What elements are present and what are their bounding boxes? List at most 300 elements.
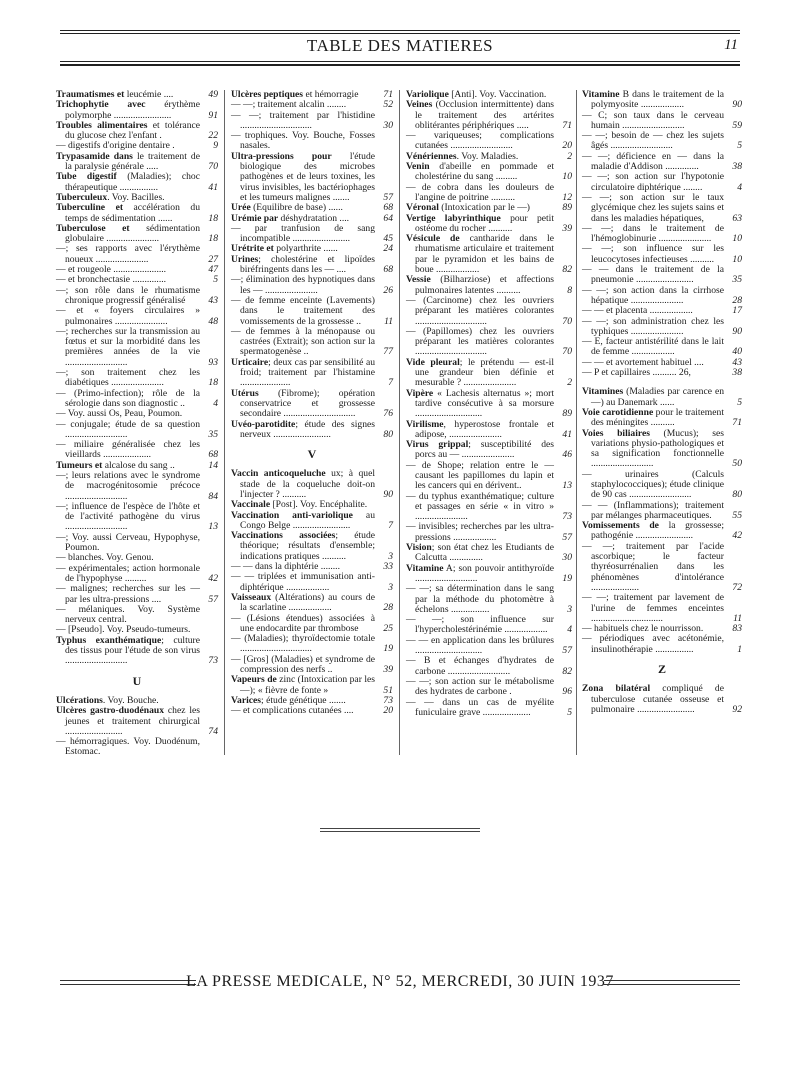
index-entry-page-number: 11 <box>733 612 742 624</box>
index-entry-text: — —; traitement alcalin ........ <box>231 99 347 111</box>
index-entry-page-number: 42 <box>208 572 218 584</box>
index-entry-text: Urétrite et polyarthrite ...... <box>231 243 338 255</box>
index-entry-text: Ulcérations. Voy. Bouche. <box>56 694 159 706</box>
index-entry <box>231 531 393 562</box>
index-entry-text: — C; son taux dans le cerveau humain .......................... <box>582 109 724 131</box>
index-entry-text: — —; sa détermination dans le sang par la méthode du photomètre à échelons ................ <box>406 583 554 615</box>
index-entry <box>406 564 572 585</box>
index-entry <box>406 656 572 677</box>
index-entry-text: — malignes; recherches sur les — par les ultra-pressions .... <box>56 583 200 605</box>
index-entry <box>582 172 742 193</box>
index-column-3 <box>406 90 572 718</box>
index-entry-page-number: 3 <box>388 581 393 593</box>
index-entry-text: Vaccin anticoqueluche ux; à quel stade de la coqueluche doit-on l'injecter ? .......... <box>231 468 375 500</box>
index-entry-page-number: 27 <box>208 253 218 265</box>
index-entry-text: Ulcères peptiques et hémorragie <box>231 89 359 100</box>
index-entry <box>231 358 393 389</box>
index-entry-text: — (Primo-infection); rôle de la sérologie dans son diagnostic .. <box>56 387 200 409</box>
index-entry-page-number: 70 <box>562 346 572 358</box>
index-entry <box>231 327 393 358</box>
index-entry <box>406 296 572 327</box>
index-entry <box>56 389 218 410</box>
index-entry-text: Vitamines (Maladies par carence en —) au Danemark ...... <box>582 386 724 408</box>
index-entry-page-number: 74 <box>208 725 218 737</box>
index-entry-text: — [Pseudo]. Voy. Pseudo-tumeurs. <box>56 624 191 636</box>
index-entry-page-number: 72 <box>732 581 742 593</box>
index-entry-text: Virus grippal; susceptibilité des porcs au — ...................... <box>406 439 554 461</box>
index-entry-page-number: 43 <box>732 356 742 368</box>
index-entry <box>56 224 218 245</box>
index-entry <box>56 636 218 667</box>
index-entry <box>582 368 742 378</box>
index-entry <box>406 234 572 275</box>
index-entry-page-number: 76 <box>383 408 393 420</box>
index-entry-page-number: 9 <box>213 140 218 152</box>
index-entry-page-number: 52 <box>383 99 393 111</box>
index-entry-page-number: 5 <box>567 706 572 718</box>
index-entry-page-number: 13 <box>562 480 572 492</box>
index-entry <box>582 286 742 307</box>
index-entry <box>231 655 393 676</box>
index-entry <box>406 543 572 564</box>
index-entry <box>231 152 393 203</box>
index-entry-page-number: 33 <box>383 561 393 573</box>
index-entry <box>582 501 742 522</box>
index-entry <box>406 389 572 420</box>
index-entry-text: — —; traitement par l'acide ascorbique; le facteur thyréosurrénalien dans les phénomènes d'intolérance .................... <box>582 540 724 593</box>
index-entry-text: — —; dans le traitement de l'hémoglobinurie ...................... <box>582 222 724 245</box>
header-rule-bottom <box>60 61 740 62</box>
index-entry-text: — de cobra dans les douleurs de l'angine de poitrine .......... <box>406 181 554 203</box>
index-entry-page-number: 43 <box>208 294 218 306</box>
index-entry <box>406 461 572 492</box>
index-entry-text: Tumeurs et alcalose du sang .. <box>56 459 175 471</box>
index-entry-page-number: 93 <box>208 356 218 368</box>
index-entry <box>56 533 218 554</box>
index-entry-text: — —; traitement par lavement de l'urine de femmes enceintes .............................. <box>582 592 724 624</box>
index-entry-text: Urines; cholestérine et lipoïdes biréfringents dans les — .... <box>231 253 375 276</box>
index-entry <box>582 634 742 655</box>
index-entry-page-number: 68 <box>383 202 393 214</box>
index-entry-page-number: 19 <box>383 643 393 655</box>
index-entry-text: — Voy. aussi Os, Peau, Poumon. <box>56 408 183 420</box>
index-entry <box>582 521 742 542</box>
index-entry-text: — —; son administration chez les typhiques ...................... <box>582 315 724 337</box>
index-entry-text: Tuberculeux. Voy. Bacilles. <box>56 191 165 203</box>
index-entry-page-number: 96 <box>562 686 572 698</box>
index-entry-text: Voie carotidienne pour le traitement des méningites .......... <box>582 406 724 429</box>
index-entry-page-number: 4 <box>567 624 572 636</box>
index-entry-page-number: 10 <box>732 233 742 245</box>
index-entry <box>406 584 572 615</box>
index-entry <box>582 90 742 111</box>
index-entry-text: Troubles alimentaires et tolérance du glucose chez l'enfant . <box>56 119 201 142</box>
index-entry <box>582 470 742 501</box>
index-entry-text: — (Papillomes) chez les ouvriers préparant les matières colorantes .............................. <box>406 325 554 358</box>
index-entry-page-number: 4 <box>213 397 218 409</box>
index-entry-page-number: 57 <box>208 593 218 605</box>
page-title: TABLE DES MATIERES <box>306 36 494 55</box>
index-entry <box>56 203 218 224</box>
index-entry-page-number: 28 <box>383 602 393 614</box>
index-entry <box>56 420 218 441</box>
index-entry-page-number: 13 <box>208 521 218 533</box>
index-entry-page-number: 51 <box>383 684 393 696</box>
header-rule-bottom-thick <box>60 64 740 66</box>
index-entry-text: — —; son action sur le taux glycémique chez les sujets sains et dans les maladies hépatiques, <box>582 191 724 224</box>
index-entry-page-number: 3 <box>567 603 572 615</box>
index-entry-page-number: 2 <box>567 150 572 162</box>
index-entry <box>231 389 393 420</box>
index-entry-page-number: 80 <box>732 489 742 501</box>
index-entry-text: Tube digestif (Maladies); choc thérapeutique ................ <box>56 171 200 193</box>
index-entry-page-number: 71 <box>383 89 393 100</box>
index-entry-text: Vision; son état chez les Etudiants de Calcutta .............. <box>406 542 554 564</box>
index-entry-text: — expérimentales; action hormonale de l'hypophyse ......... <box>56 562 200 584</box>
index-entry <box>406 636 572 657</box>
index-entry-page-number: 55 <box>732 509 742 521</box>
index-entry-page-number: 18 <box>208 212 218 224</box>
header-rule-top <box>60 30 740 31</box>
index-entry-page-number: 68 <box>208 449 218 461</box>
index-entry-page-number: 5 <box>213 274 218 286</box>
index-entry <box>582 111 742 132</box>
index-entry-text: —; son traitement chez les diabétiques ...................... <box>56 367 200 389</box>
index-entry <box>231 111 393 132</box>
index-entry-text: — —; son action dans la cirrhose hépatique ...................... <box>582 284 724 306</box>
index-entry-text: — —; son action sur le métabolisme des hydrates de carbone . <box>406 675 554 698</box>
index-entry-page-number: 39 <box>383 664 393 676</box>
index-entry-page-number: 19 <box>562 572 572 584</box>
index-entry-page-number: 57 <box>383 191 393 203</box>
index-entry-page-number: 50 <box>732 458 742 470</box>
index-entry-page-number: 8 <box>567 284 572 296</box>
index-entry-page-number: 2 <box>567 377 572 389</box>
index-entry-text: — (Carcinome) chez les ouvriers préparant les matières colorantes .............................. <box>406 294 554 327</box>
index-entry-page-number: 30 <box>383 119 393 131</box>
index-entry <box>582 429 742 470</box>
index-entry <box>56 121 218 142</box>
index-entry-page-number: 89 <box>562 202 572 214</box>
index-entry <box>231 614 393 635</box>
index-entry-page-number: 71 <box>732 417 742 429</box>
index-entry-page-number: 10 <box>732 253 742 265</box>
index-entry <box>406 100 572 131</box>
index-entry-text: — (Lésions étendues) associées à une endocardite par thrombose <box>231 612 375 634</box>
index-entry-text: Vitamine A; son pouvoir antithyroïde .......................... <box>406 562 554 584</box>
index-entry <box>582 684 742 715</box>
index-entry-text: — urinaires (Calculs staphylococciques); étude clinique de 90 cas .......................... <box>582 468 724 501</box>
index-entry-text: Ultra-pressions pour l'étude biologique des microbes pathogènes et de leurs toxines, les virus invisibles, les bactériophages et les tumeurs malignes ....... <box>231 150 375 203</box>
index-entry <box>56 706 218 737</box>
column-divider <box>399 90 400 755</box>
index-entry-text: Vénériennes. Voy. Maladies. <box>406 150 519 162</box>
index-entry-page-number: 64 <box>383 212 393 224</box>
index-entry-page-number: 20 <box>383 705 393 717</box>
index-entry-text: — de femmes à la ménopause ou castrées (Extrait); son action sur la spermatogenèse .. <box>231 325 375 358</box>
end-rule-double <box>320 831 480 832</box>
index-entry-text: Vaccinale [Post]. Voy. Encéphalite. <box>231 499 368 511</box>
index-entry-text: — périodiques avec acétonémie, insulinothérapie ................ <box>582 633 724 655</box>
index-entry-text: —; élimination des hypnotiques dans les — ...................... <box>231 274 375 296</box>
index-entry <box>406 162 572 183</box>
index-entry-text: Varices; étude génétique ....... <box>231 694 346 706</box>
index-entry-text: —; ses rapports avec l'érythème noueux ...................... <box>56 243 200 265</box>
index-entry-text: — — dans un cas de myélite funiculaire grave .................... <box>406 696 554 718</box>
index-entry <box>582 337 742 358</box>
index-entry-page-number: 4 <box>737 181 742 193</box>
index-entry-page-number: 92 <box>732 703 742 715</box>
index-entry-text: — et bronchectasie .............. <box>56 274 167 286</box>
index-entry-page-number: 35 <box>732 274 742 286</box>
index-entry-text: — habituels chez le nourrisson. <box>582 623 704 635</box>
index-entry-page-number: 41 <box>208 181 218 193</box>
index-entry-page-number: 89 <box>562 408 572 420</box>
index-entry-page-number: 77 <box>383 346 393 358</box>
index-entry-text: Vapeurs de zinc (Intoxication par les —); « fièvre de fonte » <box>231 674 375 696</box>
index-entry-page-number: 80 <box>383 428 393 440</box>
index-entry-text: —; recherches sur la transmission au fœtus et sur la morbidité dans les premières années de la vie .......................... <box>56 325 200 368</box>
index-entry <box>56 286 218 307</box>
index-entry <box>231 255 393 276</box>
index-entry <box>231 275 393 296</box>
index-entry-page-number: 20 <box>562 140 572 152</box>
index-entry-text: Typhus exanthématique; culture des tissus pour l'étude de son virus .......................... <box>56 634 200 667</box>
index-entry-text: Vessie (Bilharziose) et affections pulmonaires latentes .......... <box>406 274 554 296</box>
index-entry-text: Virilisme, hyperostose frontale et adipose, ...................... <box>406 418 554 440</box>
index-entry <box>56 440 218 461</box>
index-entry-text: Zona bilatéral compliqué de tuberculose cutanée osseuse et pulmonaire ........................ <box>582 683 724 715</box>
index-entry-text: — —; son influence sur l'hypercholestérinémie .................. <box>406 614 554 636</box>
index-entry <box>582 193 742 224</box>
index-entry-text: Urémie par déshydratation .... <box>231 212 350 224</box>
index-entry-text: — —; traitement par l'histidine .............................. <box>231 109 375 131</box>
index-entry-page-number: 91 <box>208 109 218 121</box>
index-entry <box>231 296 393 327</box>
index-entry-text: Vaccinations associées; étude théorique; résultats d'ensemble; indications pratiques .......... <box>231 530 375 562</box>
index-entry <box>56 306 218 327</box>
index-entry-text: — hémorragiques. Voy. Duodénum, Estomac. <box>56 736 200 758</box>
index-entry-text: Vipère « Lachesis alternatus »; mort tardive consécutive à sa morsure ............................ <box>406 387 554 420</box>
index-entry-page-number: 26 <box>383 284 393 296</box>
index-entry-text: —; son rôle dans le rhumatisme chronique progressif généralisé <box>56 284 200 306</box>
index-entry-page-number: 38 <box>732 161 742 173</box>
index-entry-text: — — et avortement habituel .... <box>582 356 704 368</box>
index-entry-page-number: 18 <box>208 377 218 389</box>
index-entry-text: Vaccination anti-variolique au Congo Belge ........................ <box>231 509 375 531</box>
index-entry-text: — — en application dans les brûlures ............................ <box>406 634 554 657</box>
index-entry <box>231 706 393 716</box>
index-entry-page-number: 68 <box>383 264 393 276</box>
index-entry-text: Uvéo-parotidite; étude des signes nerveux ........................ <box>231 418 375 440</box>
index-entry-page-number: 90 <box>383 488 393 500</box>
index-entry-page-number: 90 <box>732 99 742 111</box>
index-entry <box>231 593 393 614</box>
index-entry <box>406 183 572 204</box>
index-entry-page-number: 38 <box>732 367 742 379</box>
index-entry-page-number: 73 <box>208 655 218 667</box>
index-entry-text: — [Gros] (Maladies) et syndrome de compression des nerfs .. <box>231 653 375 676</box>
index-entry <box>406 698 572 719</box>
index-entry-text: — par tranfusion de sang incompatible ........................ <box>231 222 375 245</box>
index-entry-text: Utérus (Fibrome); opération conservatrice et grossesse secondaire .............................. <box>231 387 375 420</box>
index-entry <box>56 368 218 389</box>
index-entry-text: Voies biliaires (Mucus); ses variations physio-pathologiques et sa signification fonctionnelle .......................... <box>582 427 724 470</box>
index-entry <box>56 327 218 368</box>
index-entry <box>406 420 572 441</box>
index-entry-text: Vitamine B dans le traitement de la polymyosite .................. <box>582 89 724 111</box>
footer-rule-right <box>604 980 740 981</box>
page-header <box>60 34 740 58</box>
index-entry-text: — — (Inflammations); traitement par mélanges pharmaceutiques. <box>582 499 724 521</box>
index-entry-page-number: 57 <box>562 531 572 543</box>
index-entry <box>582 131 742 152</box>
index-entry-page-number: 5 <box>737 140 742 152</box>
index-entry <box>56 172 218 193</box>
index-entry-page-number: 11 <box>384 315 393 327</box>
index-entry <box>582 317 742 338</box>
index-entry <box>582 542 742 593</box>
index-entry-page-number: 46 <box>562 449 572 461</box>
index-entry-text: —; leurs relations avec le syndrome de macrogénitosomie précoce .......................... <box>56 469 200 502</box>
index-entry-text: Vertige labyrinthique pour petit ostéome du rocher .......... <box>406 212 555 234</box>
index-entry-text: — miliaire généralisée chez les vieillards .................... <box>56 439 200 461</box>
index-entry-page-number: 83 <box>732 623 742 635</box>
index-entry-text: Trichophytie avec érythème polymorphe ........................ <box>56 99 200 121</box>
index-entry-text: — et rougeole ...................... <box>56 264 167 276</box>
index-entry-text: Urticaire; deux cas par sensibilité au froid; traitement par l'histamine ..................... <box>231 356 375 389</box>
index-entry <box>56 100 218 121</box>
index-entry <box>406 677 572 698</box>
section-letter: U <box>132 673 142 688</box>
index-entry-page-number: 41 <box>562 428 572 440</box>
index-entry-page-number: 73 <box>562 511 572 523</box>
index-entry-page-number: 7 <box>388 377 393 389</box>
index-entry <box>582 244 742 265</box>
index-entry-text: — —; déficience en — dans la maladie d'Addison .............. <box>582 150 724 173</box>
index-entry-text: Vésicule de cantharide dans le rhumatisme articulaire et traitement par le pyramidon et les bains de boue .................. <box>406 233 554 276</box>
index-entry-text: — (Maladies); thyroïdectomie totale .............................. <box>231 633 375 655</box>
index-entry-text: Veines (Occlusion intermittente) dans le traitement des artérites oblitérantes périphériques ..... <box>406 99 554 131</box>
index-entry <box>231 634 393 655</box>
index-entry-text: Urée (Equilibre de base) ...... <box>231 202 343 214</box>
index-entry-text: Tuberculine et accélération du temps de sédimentation ...... <box>56 202 200 224</box>
index-entry-text: Variolique [Anti]. Voy. Vaccination. <box>406 89 547 100</box>
index-entry-text: —; influence de l'espèce de l'hôte et de l'activité pathogène du virus .......................... <box>56 500 200 533</box>
column-divider <box>576 90 577 755</box>
index-entry-text: Véronal (Intoxication par le —) <box>406 202 530 214</box>
page-number: 11 <box>724 37 738 53</box>
index-entry <box>56 564 218 585</box>
index-entry <box>56 605 218 626</box>
index-entry-text: —; Voy. aussi Cerveau, Hypophyse, Poumon. <box>56 531 200 554</box>
index-entry-page-number: 18 <box>208 233 218 245</box>
index-entry <box>582 152 742 173</box>
index-column-1 <box>56 90 218 758</box>
index-entry <box>56 471 218 502</box>
index-entry <box>406 615 572 636</box>
index-entry-page-number: 90 <box>732 325 742 337</box>
index-entry-page-number: 57 <box>562 645 572 657</box>
end-rule <box>320 828 480 829</box>
index-entry-text: Vaisseaux (Altérations) au cours de la scarlatine .................. <box>231 591 375 614</box>
index-entry-page-number: 48 <box>208 315 218 327</box>
index-entry-page-number: 35 <box>208 428 218 440</box>
index-entry <box>406 327 572 358</box>
index-entry-page-number: 71 <box>562 119 572 131</box>
index-column-2 <box>231 90 393 717</box>
index-entry-page-number: 1 <box>737 643 742 655</box>
footer-rule-right-double <box>604 984 740 985</box>
index-entry <box>582 387 742 408</box>
index-entry-page-number: 73 <box>383 694 393 706</box>
index-entry-page-number: 49 <box>208 89 218 100</box>
index-entry <box>406 358 572 389</box>
index-entry <box>231 572 393 593</box>
index-entry <box>406 214 572 235</box>
index-entry-text: — blanches. Voy. Genou. <box>56 552 154 564</box>
index-entry-text: — du typhus exanthématique; culture et passages en série « in vitro » ...................... <box>406 490 554 523</box>
index-entry <box>406 440 572 461</box>
index-entry <box>582 593 742 624</box>
index-entry-page-number: 42 <box>732 530 742 542</box>
index-entry-page-number: 14 <box>208 459 218 471</box>
index-entry-page-number: 30 <box>562 552 572 564</box>
index-entry-text: — —; son influence sur les leucocytoses infectieuses .......... <box>582 243 724 265</box>
index-entry <box>406 275 572 296</box>
index-entry-page-number: 59 <box>732 119 742 131</box>
index-entry <box>56 152 218 173</box>
footer-publication-line: LA PRESSE MEDICALE, N° 52, MERCREDI, 30 JUIN 1937 <box>186 973 614 990</box>
index-entry-text: — de femme enceinte (Lavements) dans le traitement des vomissements de la grossesse .. <box>231 294 375 327</box>
index-entry-text: — — dans la diphtérie ........ <box>231 561 340 573</box>
index-entry-text: — digestifs d'origine dentaire . <box>56 140 175 152</box>
index-entry-text: — de Shope; relation entre le — causant les papillomes du lapin et les cancers qui en dérivent.. <box>406 459 554 492</box>
index-entry <box>231 420 393 441</box>
index-entry-text: — E, facteur antistérilité dans le lait de femme .................. <box>582 336 724 358</box>
index-entry-page-number: 3 <box>388 550 393 562</box>
index-entry-text: Ulcères gastro-duodénaux chez les jeunes et traitement chirurgical ........................ <box>56 705 200 737</box>
column-divider <box>224 90 225 755</box>
index-entry <box>231 131 393 152</box>
section-letter: Z <box>657 662 666 677</box>
index-entry-text: — — et placenta .................. <box>582 305 693 317</box>
index-entry <box>56 737 218 758</box>
index-entry <box>582 224 742 245</box>
index-entry-page-number: 12 <box>562 191 572 203</box>
index-entry-text: — conjugale; étude de sa question .......................... <box>56 418 200 440</box>
index-entry-page-number: 39 <box>562 222 572 234</box>
index-entry <box>231 675 393 696</box>
index-entry-page-number: 22 <box>208 130 218 142</box>
index-entry-page-number: 63 <box>732 212 742 224</box>
index-entry-text: Venin d'abeille en pommade et cholestérine du sang ......... <box>406 161 554 183</box>
index-entry-page-number: 7 <box>388 519 393 531</box>
index-entry-text: — B et échanges d'hydrates de carbone .......................... <box>406 655 554 677</box>
index-entry <box>56 244 218 265</box>
index-entry-page-number: 17 <box>732 305 742 317</box>
index-entry-page-number: 70 <box>208 161 218 173</box>
index-entry-page-number: 25 <box>383 622 393 634</box>
index-entry-text: — P et capillaires .......... 26, <box>582 367 691 379</box>
index-entry-page-number: 84 <box>208 490 218 502</box>
index-entry <box>406 492 572 523</box>
index-entry-page-number: 28 <box>732 294 742 306</box>
index-column-4 <box>582 90 742 715</box>
index-entry-text: — —; besoin de — chez les sujets âgés .......................... <box>582 130 724 152</box>
index-entry <box>406 522 572 543</box>
index-entry-text: Trypasamide dans le traitement de la paralysie générale ..... <box>56 150 200 173</box>
